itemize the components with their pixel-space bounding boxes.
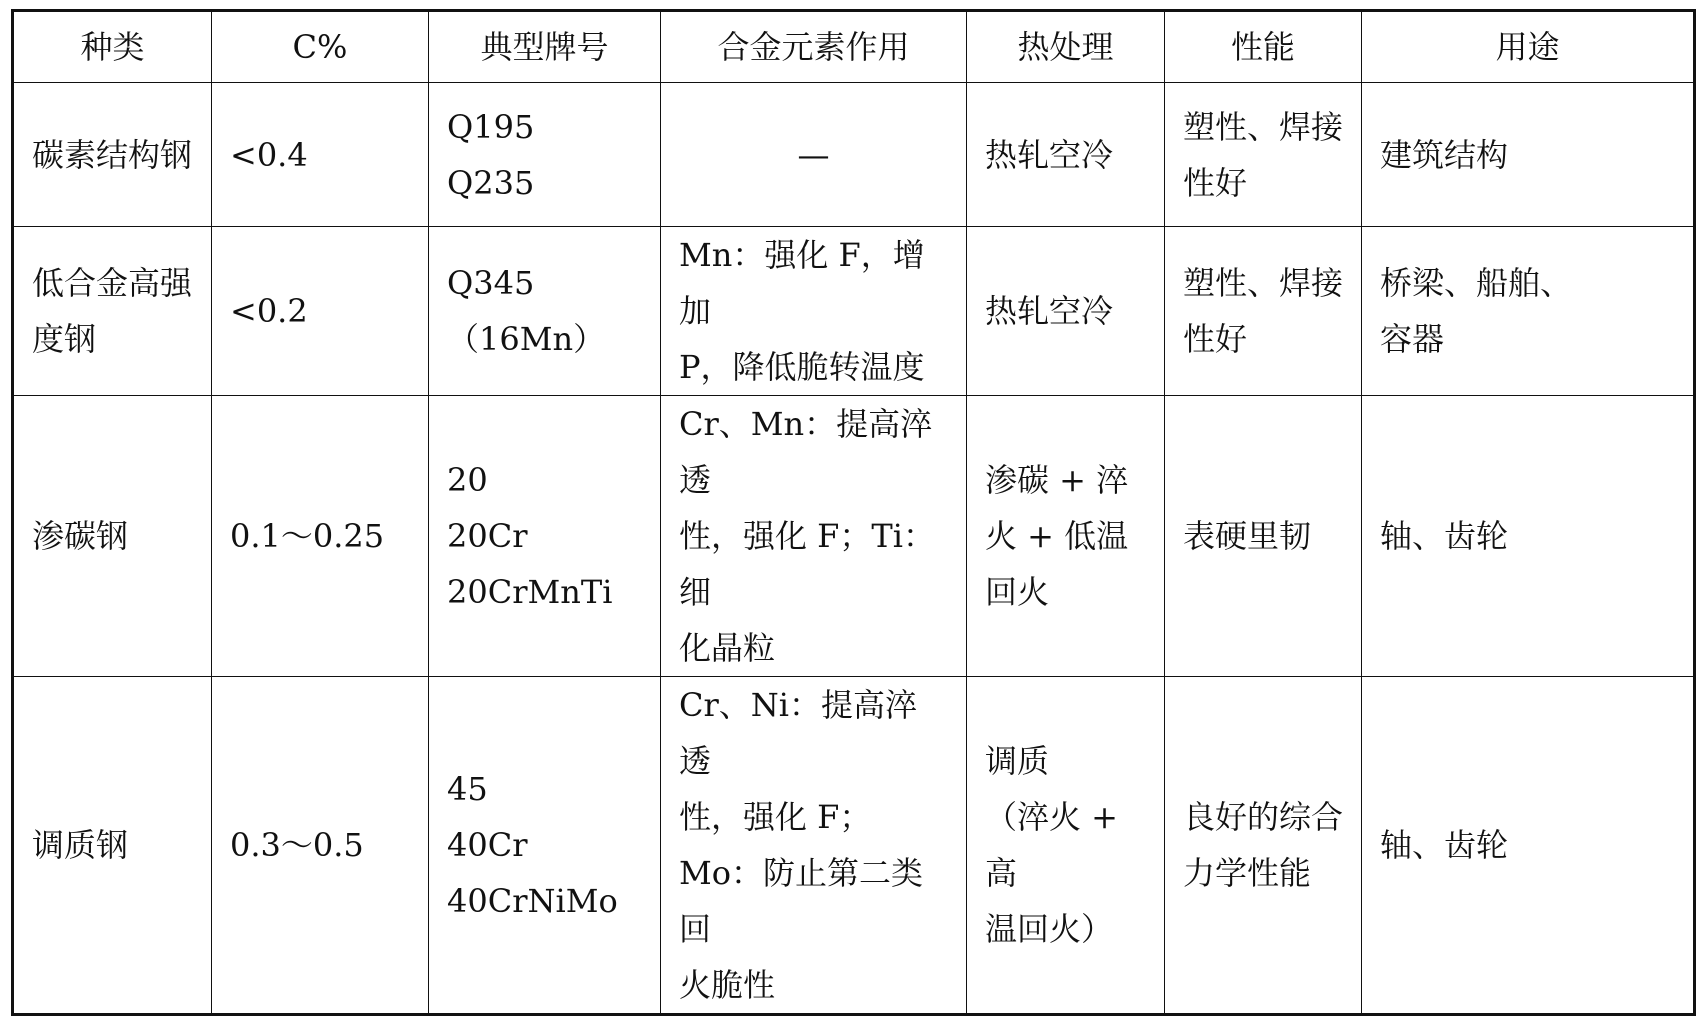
table-row	[13, 396, 1695, 677]
cell-line: 20CrMnTi	[447, 573, 613, 611]
cell-line: 渗碳钢	[32, 517, 129, 555]
cell-perf	[1165, 83, 1362, 227]
cell-line: 20Cr	[447, 517, 528, 555]
cell-type	[13, 227, 212, 396]
cell-perf	[1165, 227, 1362, 396]
cell-line: 碳素结构钢	[32, 135, 193, 174]
cell-line: 20	[447, 461, 488, 499]
cell-grades	[429, 83, 661, 227]
header-type: 种类	[13, 11, 212, 83]
cell-grades	[429, 227, 661, 396]
cell-line: 轴、齿轮	[1380, 826, 1509, 864]
cell-line: 塑性、焊接	[1183, 264, 1344, 302]
cell-line: 良好的综合	[1183, 798, 1344, 836]
cell-line: 回火	[985, 573, 1050, 611]
cell-line: 建筑结构	[1380, 135, 1509, 174]
cell-type	[13, 677, 212, 1015]
cell-heat	[967, 677, 1165, 1015]
table-header-row	[13, 11, 1695, 83]
cell-line: 0.3～0.5	[230, 826, 364, 864]
cell-line: Cr、Mn：提高淬透	[679, 405, 933, 499]
cell-line: 性，强化 F；	[679, 798, 872, 836]
cell-use	[1362, 677, 1695, 1015]
cell-line: 化晶粒	[679, 629, 776, 667]
cell-use	[1362, 227, 1695, 396]
header-grades: 典型牌号	[429, 11, 661, 83]
cell-use	[1362, 83, 1695, 227]
cell-line: 桥梁、船舶、	[1380, 264, 1573, 302]
table-row	[13, 677, 1695, 1015]
cell-alloy	[661, 83, 967, 227]
cell-line: Mn：强化 F，增加	[679, 236, 925, 330]
cell-use	[1362, 396, 1695, 677]
cell-line: P，降低脆转温度	[679, 348, 925, 386]
header-heat: 热处理	[967, 11, 1165, 83]
cell-line: 性好	[1183, 163, 1248, 202]
cell-alloy	[661, 677, 967, 1015]
header-perf: 性能	[1165, 11, 1362, 83]
cell-line: 40CrNiMo	[447, 882, 618, 920]
cell-type	[13, 396, 212, 677]
cell-line: 0.1～0.25	[230, 517, 385, 555]
cell-line: Q345	[447, 264, 535, 302]
cell-carbon	[212, 677, 429, 1015]
cell-line: 渗碳 + 淬	[985, 461, 1129, 499]
cell-line: 塑性、焊接	[1183, 107, 1344, 146]
cell-line: 热轧空冷	[985, 292, 1114, 330]
cell-line: Mo：防止第二类回	[679, 854, 924, 948]
cell-line: 45	[447, 770, 488, 808]
cell-line: Cr、Ni：提高淬透	[679, 686, 918, 780]
header-alloy: 合金元素作用	[661, 11, 967, 83]
cell-line: Q195	[447, 107, 535, 146]
cell-line: 容器	[1380, 320, 1445, 358]
cell-line: 40Cr	[447, 826, 528, 864]
cell-line: 温回火）	[985, 910, 1114, 948]
cell-line: 轴、齿轮	[1380, 517, 1509, 555]
cell-type	[13, 83, 212, 227]
cell-grades	[429, 396, 661, 677]
cell-line: <0.4	[230, 135, 308, 174]
cell-line: （16Mn）	[447, 320, 606, 358]
cell-line: （淬火 + 高	[985, 798, 1118, 892]
table-row	[13, 83, 1695, 227]
cell-line: 火脆性	[679, 966, 776, 1004]
cell-alloy	[661, 396, 967, 677]
cell-line: 度钢	[32, 320, 97, 358]
cell-line: 性好	[1183, 320, 1248, 358]
cell-line: 力学性能	[1183, 854, 1312, 892]
header-carbon: C%	[212, 11, 429, 83]
table-row	[13, 227, 1695, 396]
cell-alloy	[661, 227, 967, 396]
cell-line: —	[797, 135, 830, 174]
cell-line: 火 + 低温	[985, 517, 1129, 555]
cell-line: 热轧空冷	[985, 135, 1114, 174]
cell-line: 调质	[985, 742, 1050, 780]
cell-carbon	[212, 396, 429, 677]
cell-heat	[967, 227, 1165, 396]
cell-heat	[967, 396, 1165, 677]
cell-carbon	[212, 227, 429, 396]
cell-line: Q235	[447, 163, 535, 202]
cell-line: 调质钢	[32, 826, 129, 864]
cell-perf	[1165, 396, 1362, 677]
steel-classification-table	[11, 9, 1696, 1016]
cell-carbon	[212, 83, 429, 227]
cell-line: 低合金高强	[32, 264, 193, 302]
cell-heat	[967, 83, 1165, 227]
cell-line: <0.2	[230, 292, 308, 330]
cell-line: 表硬里韧	[1183, 517, 1312, 555]
cell-line: 性，强化 F；Ti：细	[679, 517, 935, 611]
cell-perf	[1165, 677, 1362, 1015]
header-use: 用途	[1362, 11, 1695, 83]
cell-grades	[429, 677, 661, 1015]
